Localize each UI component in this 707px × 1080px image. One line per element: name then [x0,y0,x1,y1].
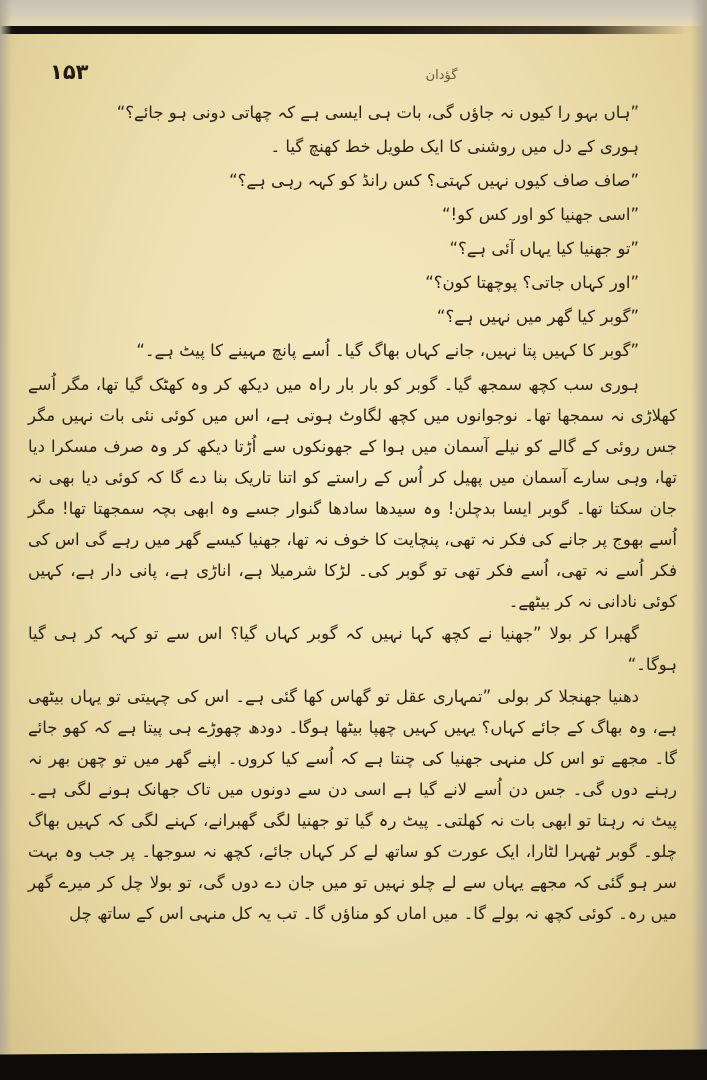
scan-artifact-top-strip [0,26,686,34]
paragraph-dialogue: ”ہاں بہو را کیوں نہ جاؤں گی، بات ہی ایسی ہے کہ چھاتی دونی ہو جائے؟“ [116,103,639,122]
scan-artifact-bottom-strip [0,1049,707,1080]
paragraph-dialogue: ”گوبر کا کہیں پتا نہیں، جانے کہاں بھاگ گیا۔ اُسے پانچ مہینے کا پیٹ ہے۔“ [136,341,639,360]
book-title: گؤدان [425,68,458,83]
scan-edge-left [0,0,12,1080]
scan-edge-right [691,0,707,1080]
page [16,34,691,1046]
paragraph-dialogue: ”صاف صاف کیوں نہیں کہتی؟ کس رانڈ کو کہہ رہی ہے؟“ [229,171,639,190]
page-header [16,34,691,88]
paragraph-narration: دھنیا جھنجلا کر بولی ”تمہاری عقل تو گھاس کھا گئی ہے۔ اس کی چہیتی تو یہاں بیٹھی ہے، وہ بھاگ کے جائے کہاں؟ یہیں کہیں چھپا بیٹھا ہوگا۔ دودھ چھوڑے ہی پیتا ہے کہ کھو جائے گا۔ مجھے تو اس کل منہی جھنیا کی چنتا ہے کہ اُسے کیا کروں۔ اپنے گھر میں تو چھن بھر نہ رہنے دوں گی۔ جس دن اُسے لانے گیا ہے اسی دن سے دونوں میں تاک جھانک ہونے لگی ہے۔ پیٹ نہ رہتا تو ابھی بات نہ کھلتی۔ پیٹ رہ گیا تو جھنیا لگی گھبرانے، کہنے لگی کہ کہیں بھاگ چلو۔ گوبر ٹھہرا لٹارا، ایک عورت کو ساتھ لے کر کہاں جائے، کچھ نہ سوجھا۔ پر جب وہ بہت سر ہو گئی کہ مجھے یہاں سے لے چلو نہیں تو میں جان دے دوں گی، تو بولا چل کر میرے گھر میں رہ۔ کوئی کچھ نہ بولے گا۔ میں اماں کو مناؤں گا۔ تب یہ کل منہی اس کے ساتھ چل [28,687,677,923]
paragraph-dialogue: ”گوبر کیا گھر میں نہیں ہے؟“ [436,307,639,326]
paragraph-dialogue: ”اسی جھنیا کو اور کس کو!“ [441,205,639,224]
paragraph-narration: ہوری سب کچھ سمجھ گیا۔ گوبر کو بار بار راہ میں دیکھ کر وہ کھٹک گیا تھا، مگر اُسے کھلاڑی نہ سمجھا تھا۔ نوجوانوں میں کچھ لگاوٹ ہوتی ہے، اس میں کوئی نئی بات نہیں مگر جس روئی کے گالے کو نیلے آسمان میں ہوا کے جھونکوں سے اُڑتا دیکھ کر وہ صرف مسکرا دیا تھا، وہی سارے آسمان میں پھیل کر اُس کے راستے کو اتنا تاریک بنا دے گا کہ کوئی دیا بھی نہ جان سکتا تھا۔ گوبر ایسا بدچلن! وہ سیدھا سادھا گنوار جسے وہ ابھی بچہ سمجھتا تھا! مگر اُسے بھوج پر جانے کی فکر نہ تھی، پنچایت کا خوف نہ تھا، جھنیا کیسے گھر میں رہے گی اس کی فکر اُسے نہ تھی، اُسے فکر تھی تو گوبر کی۔ لڑکا شرمیلا ہے، اناڑی ہے، پانی دار ہے، کہیں کوئی نادانی نہ کر بیٹھے۔ [28,375,677,611]
text-body [16,88,691,929]
paragraph-narration: گھبرا کر بولا ”جھنیا نے کچھ کہا نہیں کہ گوبر کہاں گیا؟ اس سے تو کہہ کر ہی گیا ہوگا۔“ [28,624,677,674]
paragraph-dialogue: ”اور کہاں جاتی؟ پوچھتا کون؟“ [425,273,639,292]
paragraph-dialogue: ”تو جھنیا کیا یہاں آئی ہے؟“ [449,239,639,258]
page-number: ۱۵۳ [50,60,89,84]
paragraph-dialogue: ہوری کے دل میں روشنی کا ایک طویل خط کھنچ گیا ۔ [270,137,639,156]
scan-edge-top [0,0,707,26]
